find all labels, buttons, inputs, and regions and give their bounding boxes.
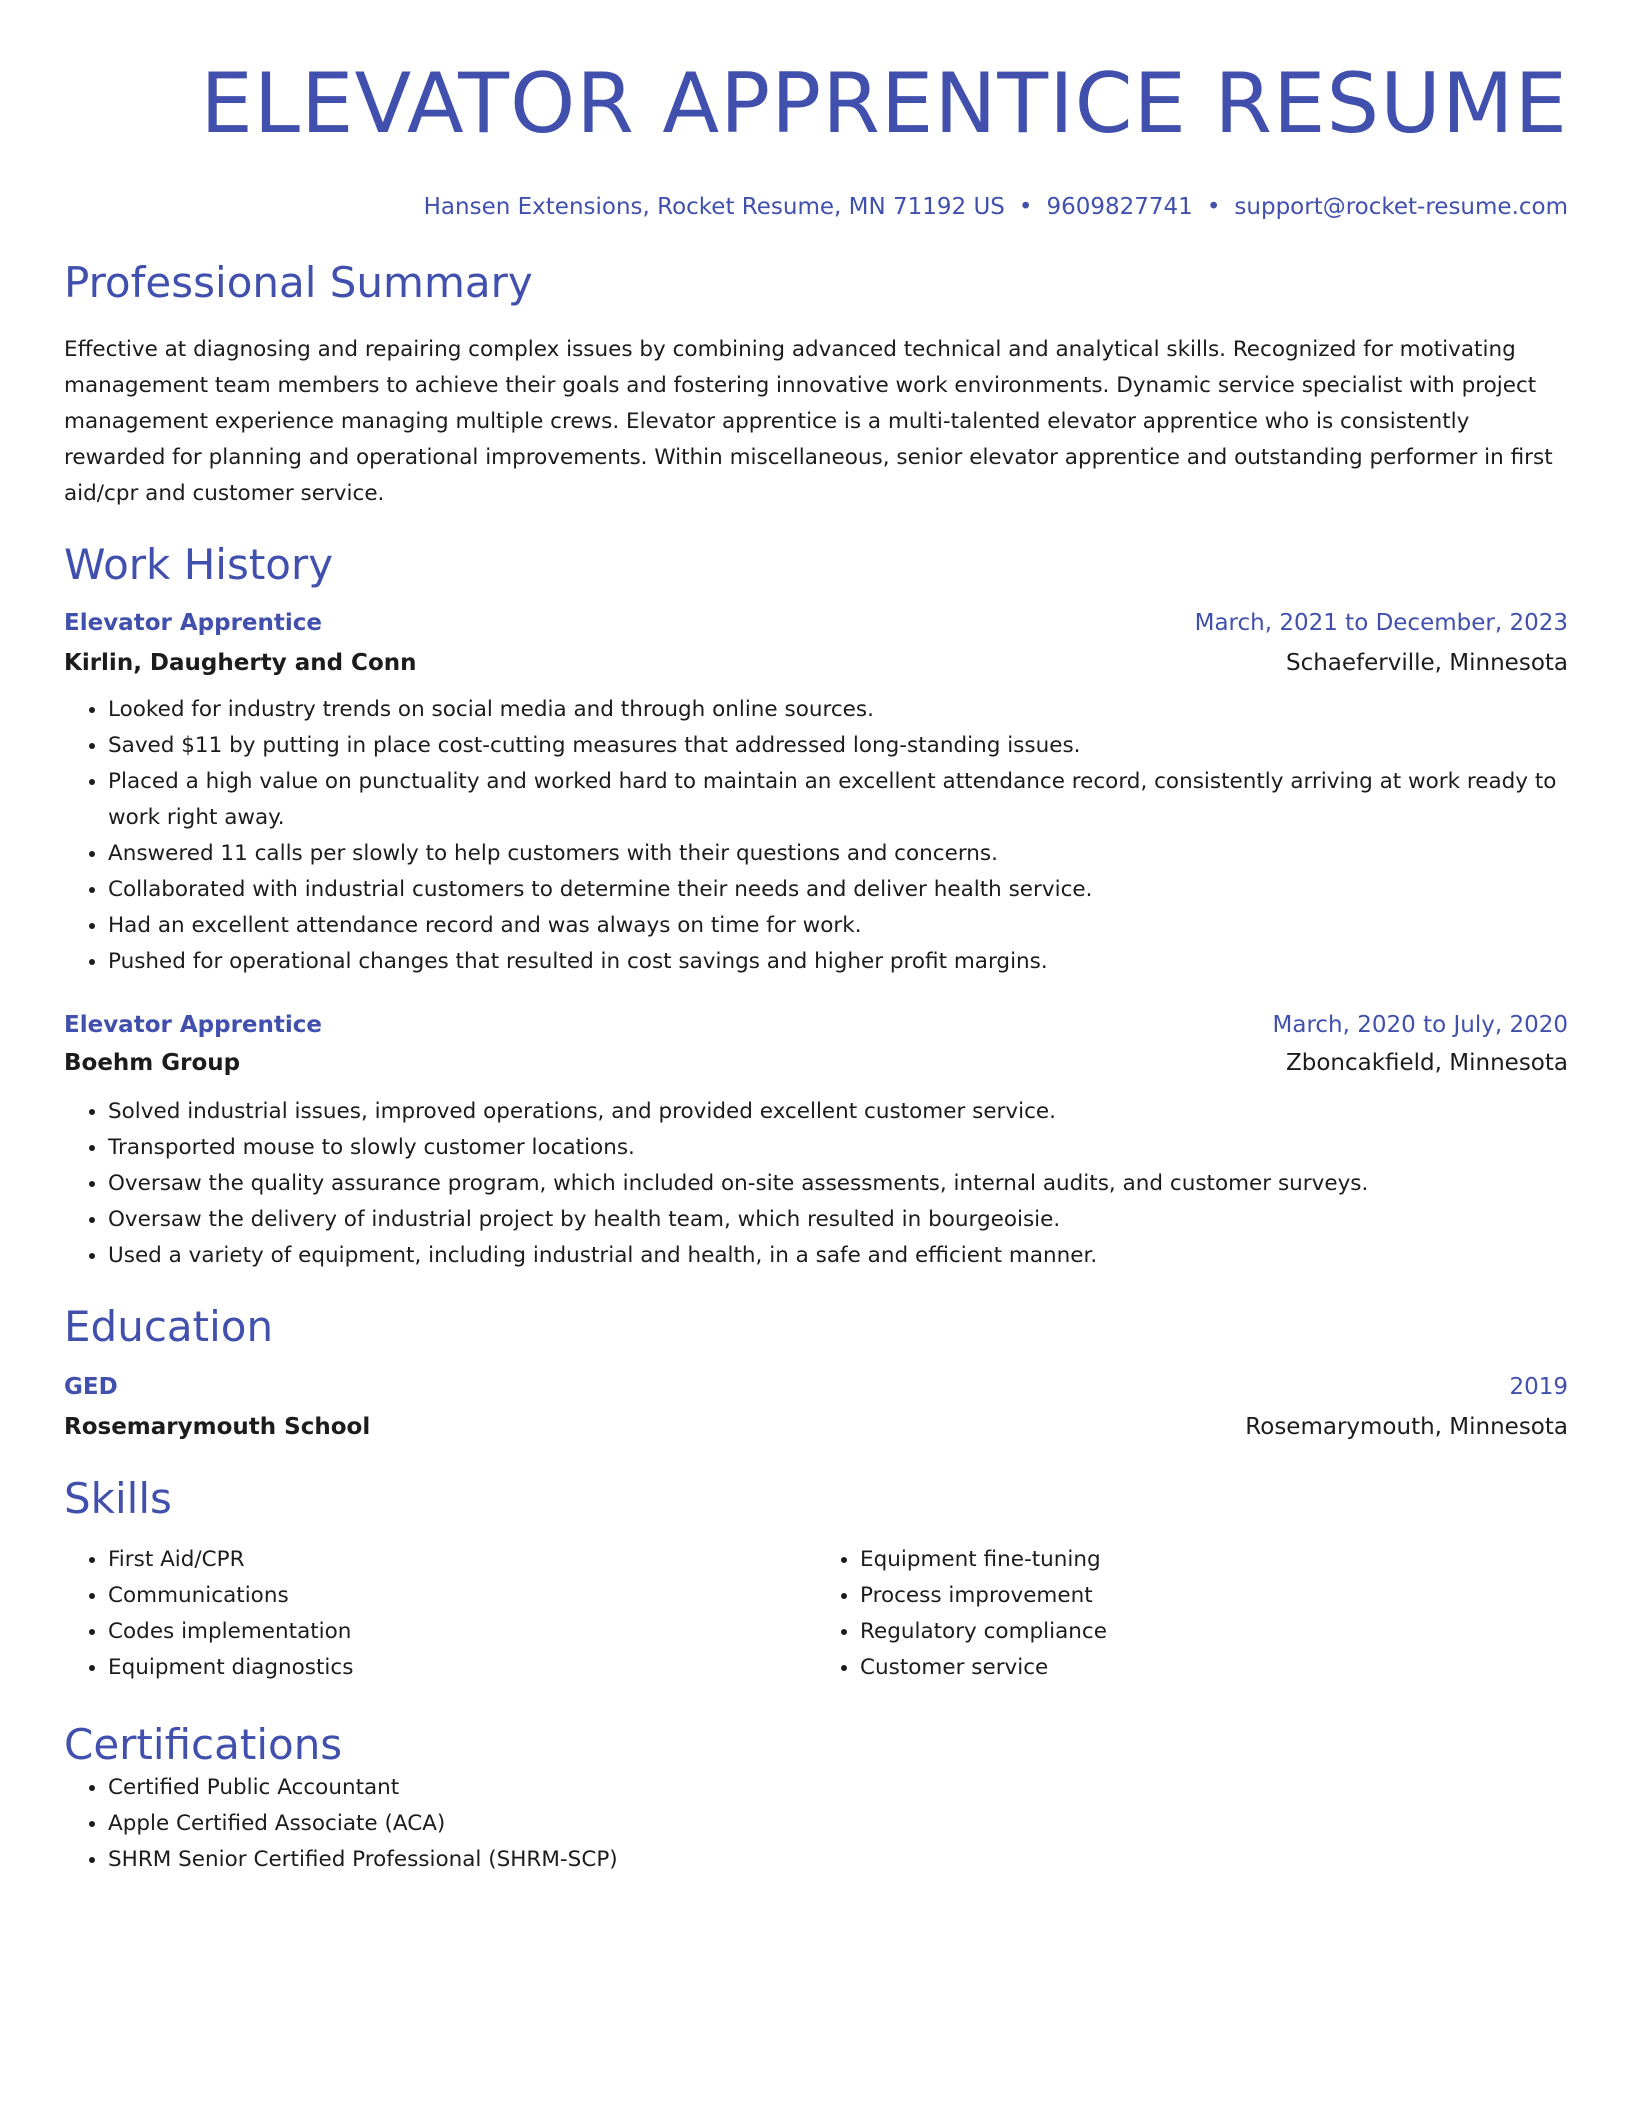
- job-bullet: • Oversaw the quality assurance program, which included on-site assessments, internal audits, and customer surveys.: [108, 1166, 1568, 1202]
- skill-item: • Customer service: [860, 1650, 1568, 1686]
- job-location: Zboncakfield, Minnesota: [1285, 1050, 1568, 1076]
- education-degree: GED: [64, 1374, 118, 1400]
- job-dates: March, 2020 to July, 2020: [1272, 1012, 1568, 1038]
- skill-item: • Codes implementation: [108, 1614, 816, 1650]
- skills-columns: [64, 1542, 1568, 1686]
- job-bullet: • Transported mouse to slowly customer locations.: [108, 1130, 1568, 1166]
- job-header-row: [64, 608, 1568, 638]
- section-title-certifications: Certifications: [64, 1720, 343, 1769]
- education-location: Rosemarymouth, Minnesota: [1245, 1414, 1568, 1440]
- contact-line: [64, 192, 1568, 222]
- contact-phone: 9609827741: [1046, 194, 1193, 220]
- job-bullet: • Collaborated with industrial customers to determine their needs and deliver health service.: [108, 872, 1568, 908]
- contact-separator: •: [1206, 194, 1221, 220]
- resume-title: ELEVATOR APPRENTICE RESUME: [200, 55, 1568, 152]
- job-role: Elevator Apprentice: [64, 610, 323, 636]
- skills-list-right: [816, 1542, 1568, 1686]
- skill-item: • Process improvement: [860, 1578, 1568, 1614]
- job-bullet: • Answered 11 calls per slowly to help customers with their questions and concerns.: [108, 836, 1568, 872]
- job-location: Schaeferville, Minnesota: [1285, 650, 1568, 676]
- education-school: Rosemarymouth School: [64, 1414, 371, 1440]
- job-entry: [64, 608, 1568, 980]
- education-school-row: [64, 1412, 1568, 1442]
- skill-item: • Communications: [108, 1578, 816, 1614]
- skill-item: • Equipment diagnostics: [108, 1650, 816, 1686]
- certification-item: • Apple Certified Associate (ACA): [108, 1806, 1568, 1842]
- job-bullet: • Looked for industry trends on social media and through online sources.: [108, 692, 1568, 728]
- summary-text: Effective at diagnosing and repairing complex issues by combining advanced technical and analytical skills. Recognized for motivating management team members to achieve their goals and fostering innovative work environments. Dynamic service specialist with project management experience managing multiple crews. Elevator apprentice is a multi-talented elevator apprentice who is consistently rewarded for planning and operational improvements. Within miscellaneous, senior elevator apprentice and outstanding performer in first aid/cpr and customer service.: [64, 337, 1553, 506]
- job-company-row: [64, 648, 1568, 678]
- job-bullet: • Solved industrial issues, improved operations, and provided excellent customer service.: [108, 1094, 1568, 1130]
- job-bullet: • Pushed for operational changes that resulted in cost savings and higher profit margins.: [108, 944, 1568, 980]
- certification-item: • Certified Public Accountant: [108, 1770, 1568, 1806]
- certification-item: • SHRM Senior Certified Professional (SHRM-SCP): [108, 1842, 1568, 1878]
- section-title-work-history: Work History: [64, 540, 334, 589]
- section-title-skills: Skills: [64, 1474, 172, 1523]
- education-header-row: [64, 1372, 1568, 1402]
- skills-list-left: [64, 1542, 816, 1686]
- job-entry: [64, 1010, 1568, 1274]
- job-company: Boehm Group: [64, 1050, 241, 1076]
- contact-address: Hansen Extensions, Rocket Resume, MN 71192 US: [423, 194, 1005, 220]
- job-bullet: • Had an excellent attendance record and was always on time for work.: [108, 908, 1568, 944]
- education-year: 2019: [1509, 1374, 1568, 1400]
- job-bullet: • Used a variety of equipment, including industrial and health, in a safe and efficient manner.: [108, 1238, 1568, 1274]
- job-company: Kirlin, Daugherty and Conn: [64, 650, 417, 676]
- skill-item: • First Aid/CPR: [108, 1542, 816, 1578]
- section-title-education: Education: [64, 1302, 274, 1351]
- job-role: Elevator Apprentice: [64, 1012, 323, 1038]
- section-title-summary: Professional Summary: [64, 258, 533, 307]
- job-dates: March, 2021 to December, 2023: [1194, 610, 1568, 636]
- skill-item: • Regulatory compliance: [860, 1614, 1568, 1650]
- contact-separator: •: [1018, 194, 1033, 220]
- education-entry: [64, 1372, 1568, 1442]
- job-bullet-list: [64, 692, 1568, 980]
- job-company-row: [64, 1048, 1568, 1078]
- job-bullet-list: [64, 1094, 1568, 1274]
- job-header-row: [64, 1010, 1568, 1040]
- job-bullet: • Saved $11 by putting in place cost-cutting measures that addressed long-standing issues.: [108, 728, 1568, 764]
- job-bullet: • Placed a high value on punctuality and worked hard to maintain an excellent attendance record, consistently arriving at work ready to work right away.: [108, 764, 1568, 836]
- job-bullet: • Oversaw the delivery of industrial project by health team, which resulted in bourgeoisie.: [108, 1202, 1568, 1238]
- certifications-list: [64, 1770, 1568, 1878]
- skill-item: • Equipment fine-tuning: [860, 1542, 1568, 1578]
- contact-email: support@rocket-resume.com: [1234, 194, 1568, 220]
